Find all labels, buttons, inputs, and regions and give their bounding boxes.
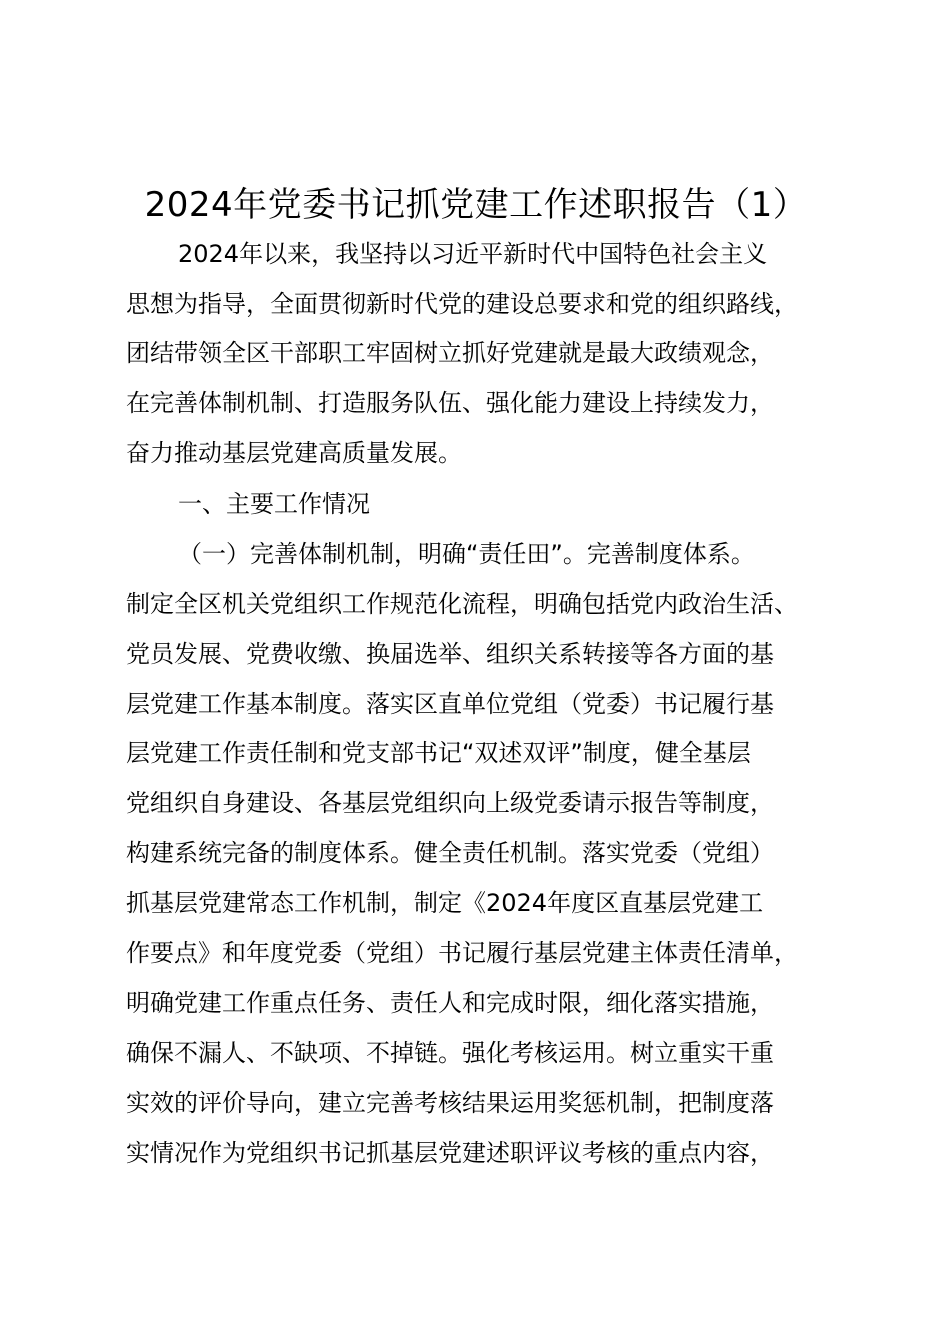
body-line: 制定全区机关党组织工作规范化流程，明确包括党内政治生活、 [126, 590, 798, 618]
body-line: 层党建工作基本制度。落实区直单位党组（党委）书记履行基 [126, 690, 774, 718]
body-line: 党员发展、党费收缴、换届选举、组织关系转接等各方面的基 [126, 640, 774, 668]
body-line: 党组织自身建设、各基层党组织向上级党委请示报告等制度， [126, 789, 774, 817]
body-line: 团结带领全区干部职工牢固树立抓好党建就是最大政绩观念， [126, 339, 774, 367]
body-line: 实效的评价导向，建立完善考核结果运用奖惩机制，把制度落 [126, 1089, 774, 1117]
body-line: 抓基层党建常态工作机制，制定《2024年度区直基层党建工 [126, 889, 764, 917]
body-line: 思想为指导，全面贯彻新时代党的建设总要求和党的组织路线， [126, 290, 798, 318]
body-line: 奋力推动基层党建高质量发展。 [126, 439, 462, 467]
body-line: 确保不漏人、不缺项、不掉链。强化考核运用。树立重实干重 [126, 1039, 774, 1067]
body-line: 层党建工作责任制和党支部书记“双述双评”制度，健全基层 [126, 739, 751, 767]
body-line: 实情况作为党组织书记抓基层党建述职评议考核的重点内容， [126, 1139, 774, 1167]
body-line: 在完善体制机制、打造服务队伍、强化能力建设上持续发力， [126, 389, 774, 417]
body-line: 明确党建工作重点任务、责任人和完成时限，细化落实措施， [126, 989, 774, 1017]
body-line: 2024年以来，我坚持以习近平新时代中国特色社会主义 [178, 240, 768, 268]
document-title: 2024年党委书记抓党建工作述职报告（1） [144, 185, 808, 225]
body-line: 构建系统完备的制度体系。健全责任机制。落实党委（党组） [126, 839, 774, 867]
section-heading: 一、主要工作情况 [178, 490, 370, 518]
body-line: （一）完善体制机制，明确“责任田”。完善制度体系。 [178, 540, 755, 568]
body-line: 作要点》和年度党委（党组）书记履行基层党建主体责任清单， [126, 939, 798, 967]
